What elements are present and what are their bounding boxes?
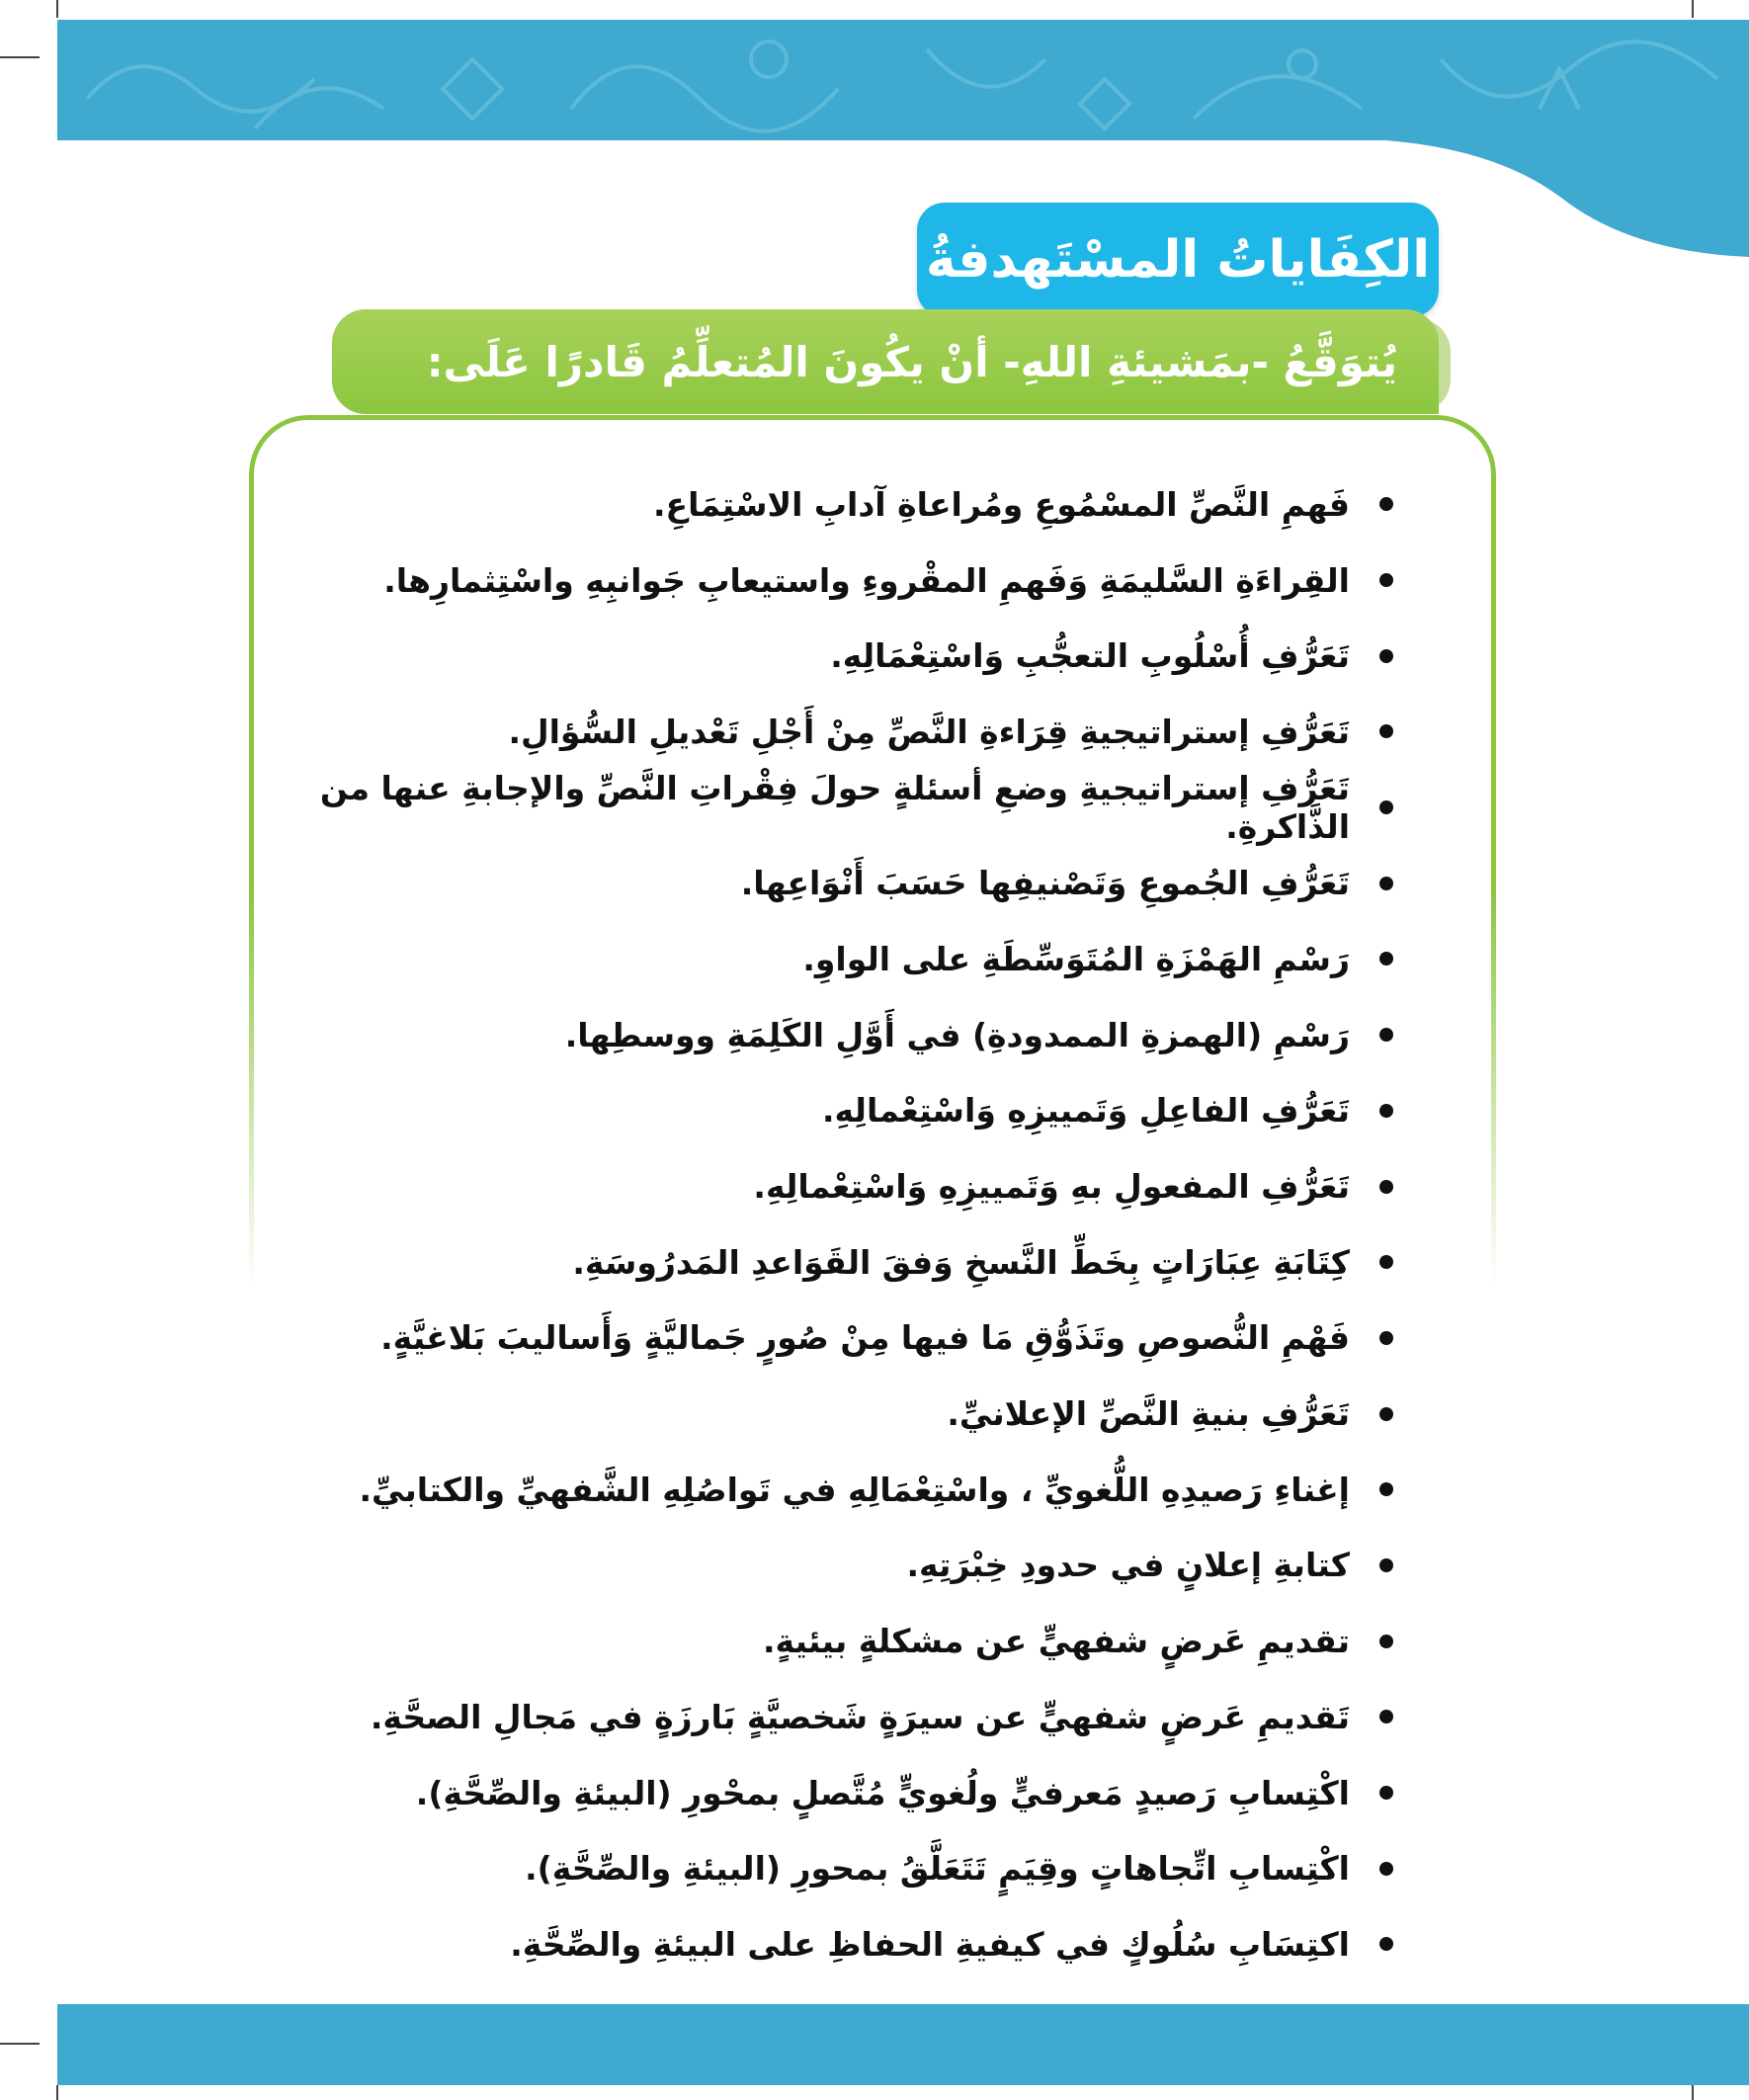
list-item-text: كتابةِ إعلانٍ في حدودِ خِبْرَتِهِ. xyxy=(906,1546,1350,1585)
list-item-text: إغناءِ رَصيدِهِ اللُّغويِّ ، واسْتِعْمَالِهِ في تَواصُلِهِ الشَّفهيِّ والكتابيِّ. xyxy=(359,1470,1350,1509)
list-item-text: اكتِسَابِ سُلُوكٍ في كيفيةِ الحفاظِ على البيئةِ والصِّحَّةِ. xyxy=(510,1924,1350,1964)
crop-mark xyxy=(0,56,40,58)
calligraphy-pattern-icon xyxy=(57,20,1749,140)
footer-band xyxy=(57,2004,1749,2085)
list-item-text: تَعَرُّفِ أُسْلُوبِ التعجُّبِ وَاسْتِعْمَالِهِ. xyxy=(830,636,1350,676)
section-title-box xyxy=(917,203,1439,317)
list-item-text: اكْتِسابِ رَصيدٍ مَعرفيٍّ ولُغويٍّ مُتَّصلٍ بمحْورِ (البيئةِ والصِّحَّةِ). xyxy=(415,1773,1350,1812)
list-item-text: تَعَرُّفِ الفاعِلِ وَتَمييزِهِ وَاسْتِعْمالِهِ. xyxy=(822,1091,1350,1131)
bullet-icon xyxy=(1379,877,1393,890)
list-item-text: تَعَرُّفِ إستراتيجيةِ وضعِ أسئلةٍ حولَ فِقْراتِ النَّصِّ والإجابةِ عنها من الذَّاكرةِ. xyxy=(319,769,1350,847)
intro-text: يُتوَقَّعُ -بمَشيئةِ اللهِ- أنْ يكُونَ المُتعلِّمُ قَادرًا عَلَى: xyxy=(426,337,1397,386)
list-item xyxy=(277,1679,1393,1755)
crop-mark xyxy=(56,0,58,18)
list-item xyxy=(277,770,1393,846)
list-item-text: تَعَرُّفِ بنيةِ النَّصِّ الإعلانيِّ. xyxy=(947,1394,1350,1434)
bullet-icon xyxy=(1379,497,1393,511)
list-item xyxy=(277,1148,1393,1224)
bullet-icon xyxy=(1379,952,1393,966)
list-item xyxy=(277,466,1393,543)
bullet-icon xyxy=(1379,1635,1393,1648)
bullet-icon xyxy=(1379,1862,1393,1876)
list-item-text: تَعَرُّفِ المفعولِ بهِ وَتَمييزِهِ وَاسْتِعْمالِهِ. xyxy=(753,1167,1350,1207)
list-item xyxy=(277,921,1393,997)
bullet-icon xyxy=(1379,1710,1393,1723)
list-item-text: تَعَرُّفِ الجُموعِ وَتَصْنيفِها حَسَبَ أَنْوَاعِها. xyxy=(740,864,1350,903)
bullet-icon xyxy=(1379,1482,1393,1496)
bullet-icon xyxy=(1379,1937,1393,1951)
crop-mark xyxy=(0,2043,40,2045)
crop-mark xyxy=(56,2085,58,2100)
bullet-icon xyxy=(1379,724,1393,738)
bullet-icon xyxy=(1379,1407,1393,1421)
bullet-icon xyxy=(1379,1104,1393,1118)
list-item-text: تقديمِ عَرضٍ شفهيٍّ عن مشكلةٍ بيئيةٍ. xyxy=(762,1622,1350,1661)
list-item xyxy=(277,1376,1393,1452)
list-item xyxy=(277,1301,1393,1377)
list-item-text: القِراءَةِ السَّليمَةِ وَفَهمِ المقْروءِ واستيعابِ جَوانبِهِ واسْتِثمارِها. xyxy=(383,560,1350,600)
list-item xyxy=(277,1830,1393,1906)
list-item-text: كِتَابَةِ عِبَارَاتٍ بِخَطِّ النَّسخِ وَفقَ القَوَاعدِ المَدرُوسَةِ. xyxy=(572,1242,1350,1282)
list-item xyxy=(277,543,1393,619)
competency-list xyxy=(277,466,1393,1982)
bullet-icon xyxy=(1379,1558,1393,1572)
bullet-icon xyxy=(1379,649,1393,663)
list-item xyxy=(277,1452,1393,1528)
list-item xyxy=(277,1528,1393,1604)
list-item xyxy=(277,1224,1393,1301)
bullet-icon xyxy=(1379,1180,1393,1194)
page-number: ٢٤ xyxy=(1550,1923,1592,1963)
list-item-text: فَهمِ النَّصِّ المسْمُوعِ ومُراعاةِ آدابِ الاسْتِمَاعِ. xyxy=(653,484,1350,524)
bullet-icon xyxy=(1379,1786,1393,1800)
list-item xyxy=(277,694,1393,770)
list-item-text: تَعَرُّفِ إستراتيجيةِ قِرَاءةِ النَّصِّ مِنْ أَجْلِ تَعْديلِ السُّؤالِ. xyxy=(508,712,1350,751)
list-item xyxy=(277,997,1393,1073)
list-item xyxy=(277,1755,1393,1831)
bullet-icon xyxy=(1379,1028,1393,1042)
intro-banner xyxy=(332,309,1439,414)
list-item xyxy=(277,1603,1393,1679)
list-item-text: فَهْمِ النُّصوصِ وتَذَوُّقِ مَا فيها مِنْ صُورٍ جَماليَّةٍ وَأَساليبَ بَلاغيَّةٍ. xyxy=(380,1318,1350,1358)
list-item xyxy=(277,1906,1393,1982)
crop-mark xyxy=(1692,2085,1694,2100)
crop-mark xyxy=(1692,0,1694,18)
list-item xyxy=(277,845,1393,921)
list-item-text: رَسْمِ (الهمزةِ الممدودةِ) في أَوَّلِ الكَلِمَةِ ووسطِها. xyxy=(564,1015,1350,1054)
list-item-text: تَقديمِ عَرضٍ شفهيٍّ عن سيرَةٍ شَخصيَّةٍ بَارزَةٍ في مَجالِ الصحَّةِ. xyxy=(370,1697,1350,1736)
list-item xyxy=(277,618,1393,694)
bullet-icon xyxy=(1379,800,1393,814)
list-item-text: اكْتِسابِ اتِّجاهاتٍ وقِيَمٍ تَتَعَلَّقُ بمحورِ (البيئةِ والصِّحَّةِ). xyxy=(525,1849,1350,1889)
header-band xyxy=(57,20,1749,140)
list-item xyxy=(277,1073,1393,1149)
bullet-icon xyxy=(1379,573,1393,587)
section-title: الكِفَاياتُ المسْتَهدفةُ xyxy=(925,230,1431,290)
bullet-icon xyxy=(1379,1331,1393,1345)
list-item-text: رَسْمِ الهَمْزَةِ المُتَوَسِّطَةِ على الواوِ. xyxy=(802,939,1350,978)
bullet-icon xyxy=(1379,1255,1393,1269)
